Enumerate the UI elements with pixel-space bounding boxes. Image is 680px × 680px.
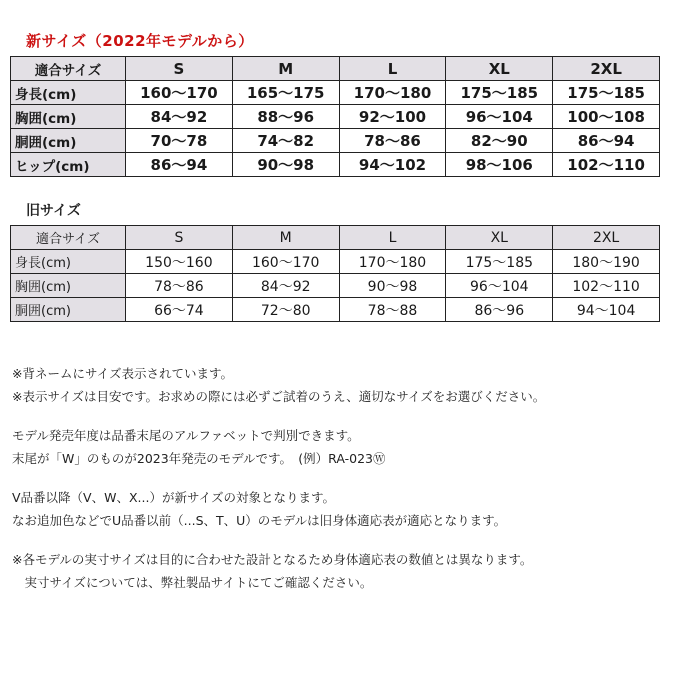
table-cell: 102〜110: [553, 274, 660, 298]
header-cell-s: S: [126, 226, 233, 250]
table-cell: 175〜185: [446, 81, 553, 105]
table-cell: 86〜94: [126, 153, 233, 177]
row-label: 身長(cm): [11, 250, 126, 274]
old-size-table: [10, 225, 660, 322]
table-row: [11, 250, 660, 274]
table-cell: 100〜108: [553, 105, 660, 129]
table-cell: 170〜180: [339, 250, 446, 274]
table-cell: 86〜96: [446, 298, 553, 322]
table-cell: 72〜80: [232, 298, 339, 322]
header-cell-2xl: 2XL: [553, 226, 660, 250]
table-cell: 78〜86: [126, 274, 233, 298]
table-cell: 90〜98: [232, 153, 339, 177]
note-actual-size: ※各モデルの実寸サイズは目的に合わせた設計となるため身体適応表の数値とは異なります。: [12, 552, 533, 567]
table-cell: 160〜170: [126, 81, 233, 105]
table-header-row: [11, 226, 660, 250]
old-size-title: 旧サイズ: [26, 203, 81, 219]
table-cell: 96〜104: [446, 274, 553, 298]
row-label: 身長(cm): [11, 81, 126, 105]
note-back-label: ※背ネームにサイズ表示されています。: [12, 366, 233, 381]
row-label: ヒップ(cm): [11, 153, 126, 177]
table-cell: 180〜190: [553, 250, 660, 274]
row-label: 胴囲(cm): [11, 129, 126, 153]
header-cell-xl: XL: [446, 57, 553, 81]
header-cell-fit-size: 適合サイズ: [11, 226, 126, 250]
table-cell: 92〜100: [339, 105, 446, 129]
header-cell-m: M: [232, 57, 339, 81]
table-header-row: [11, 57, 660, 81]
table-cell: 94〜102: [339, 153, 446, 177]
table-cell: 175〜185: [553, 81, 660, 105]
table-cell: 170〜180: [339, 81, 446, 105]
note-suffix-w: 末尾が「W」のものが2023年発売のモデルです。 (例）RA-023Ⓦ: [12, 451, 386, 466]
table-cell: 94〜104: [553, 298, 660, 322]
row-label: 胴囲(cm): [11, 298, 126, 322]
table-cell: 82〜90: [446, 129, 553, 153]
notes-section: [12, 362, 672, 594]
new-size-title: 新サイズ（2022年モデルから）: [26, 32, 254, 50]
table-cell: 84〜92: [126, 105, 233, 129]
header-cell-l: L: [339, 57, 446, 81]
note-old-size-target: なお追加色などでU品番以前（...S、T、U）のモデルは旧身体適応表が適応となります。: [12, 513, 507, 528]
table-cell: 70〜78: [126, 129, 233, 153]
table-cell: 175〜185: [446, 250, 553, 274]
table-cell: 88〜96: [232, 105, 339, 129]
header-cell-2xl: 2XL: [553, 57, 660, 81]
table-cell: 150〜160: [126, 250, 233, 274]
table-cell: 102〜110: [553, 153, 660, 177]
table-row: [11, 298, 660, 322]
header-cell-fit-size: 適合サイズ: [11, 57, 126, 81]
header-cell-m: M: [232, 226, 339, 250]
table-cell: 66〜74: [126, 298, 233, 322]
table-row: [11, 105, 660, 129]
table-cell: 74〜82: [232, 129, 339, 153]
row-label: 胸囲(cm): [11, 105, 126, 129]
note-check-site: 実寸サイズについては、弊社製品サイトにてご確認ください。: [12, 575, 373, 590]
table-cell: 86〜94: [553, 129, 660, 153]
table-row: [11, 153, 660, 177]
table-cell: 96〜104: [446, 105, 553, 129]
table-cell: 78〜88: [339, 298, 446, 322]
note-new-size-target: V品番以降（V、W、X...）が新サイズの対象となります。: [12, 490, 335, 505]
header-cell-l: L: [339, 226, 446, 250]
header-cell-xl: XL: [446, 226, 553, 250]
table-cell: 98〜106: [446, 153, 553, 177]
table-cell: 84〜92: [232, 274, 339, 298]
table-row: [11, 129, 660, 153]
header-cell-s: S: [126, 57, 233, 81]
note-model-year: モデル発売年度は品番末尾のアルファベットで判別できます。: [12, 428, 360, 443]
new-size-table: [10, 56, 660, 177]
note-size-guide: ※表示サイズは目安です。お求めの際には必ずご試着のうえ、適切なサイズをお選びください。: [12, 389, 546, 404]
table-cell: 165〜175: [232, 81, 339, 105]
table-cell: 160〜170: [232, 250, 339, 274]
table-row: [11, 274, 660, 298]
table-row: [11, 81, 660, 105]
row-label: 胸囲(cm): [11, 274, 126, 298]
table-cell: 90〜98: [339, 274, 446, 298]
table-cell: 78〜86: [339, 129, 446, 153]
